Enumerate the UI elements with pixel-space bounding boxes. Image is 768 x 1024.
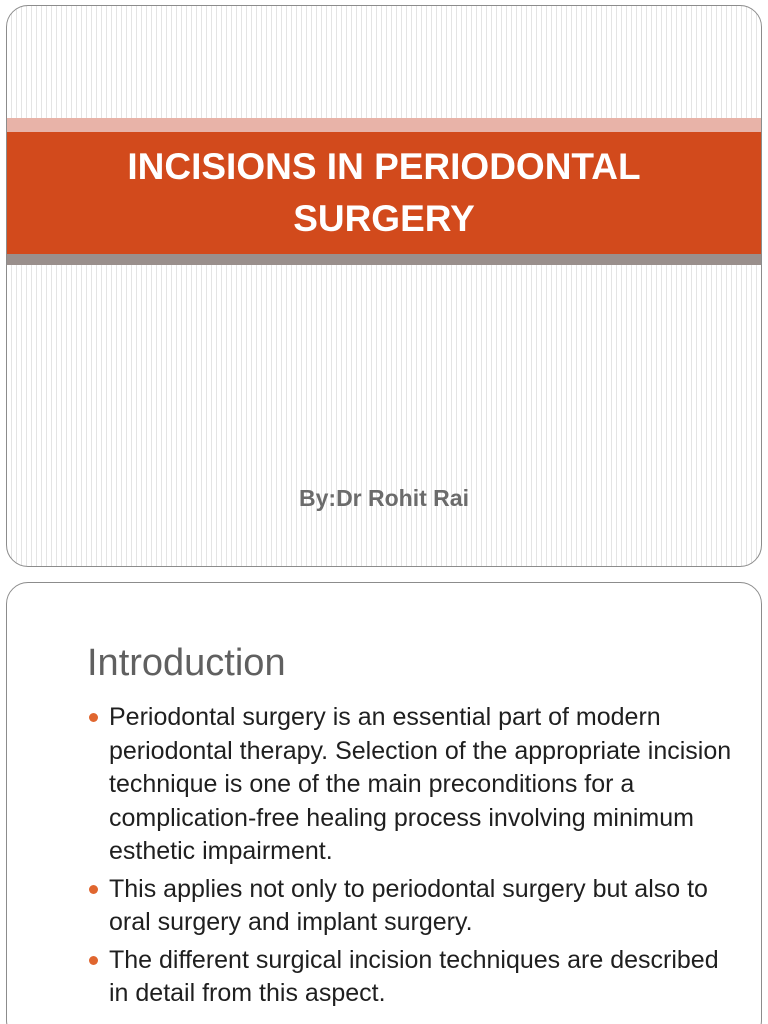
bullet-item — [87, 944, 737, 1011]
bullet-text: The different surgical incision techniques are described in detail from this aspect. — [109, 945, 719, 1007]
bullet-text: Periodontal surgery is an essential part of modern periodontal therapy. Selection of the appropriate incision technique is one of the main preconditions for a complication-free healing process involving minimum esthetic impairment. — [109, 703, 732, 865]
title-band-top-stripe — [7, 118, 761, 132]
bullet-item — [87, 701, 737, 869]
bullet-text: This applies not only to periodontal surgery but also to oral surgery and implant surgery. — [109, 874, 708, 936]
slide-heading: Introduction — [87, 642, 286, 684]
bullet-dot-icon — [89, 956, 98, 965]
title-band-bottom-stripe — [7, 254, 761, 265]
title-band — [7, 132, 761, 254]
introduction-slide — [6, 582, 762, 1024]
title-slide — [6, 5, 762, 567]
bullet-dot-icon — [89, 885, 98, 894]
bullet-dot-icon — [89, 713, 98, 722]
author-line: By:Dr Rohit Rai — [299, 485, 469, 511]
slide-title: INCISIONS IN PERIODONTAL SURGERY — [127, 146, 641, 239]
bullet-list — [87, 701, 737, 1015]
bullet-item — [87, 873, 737, 940]
